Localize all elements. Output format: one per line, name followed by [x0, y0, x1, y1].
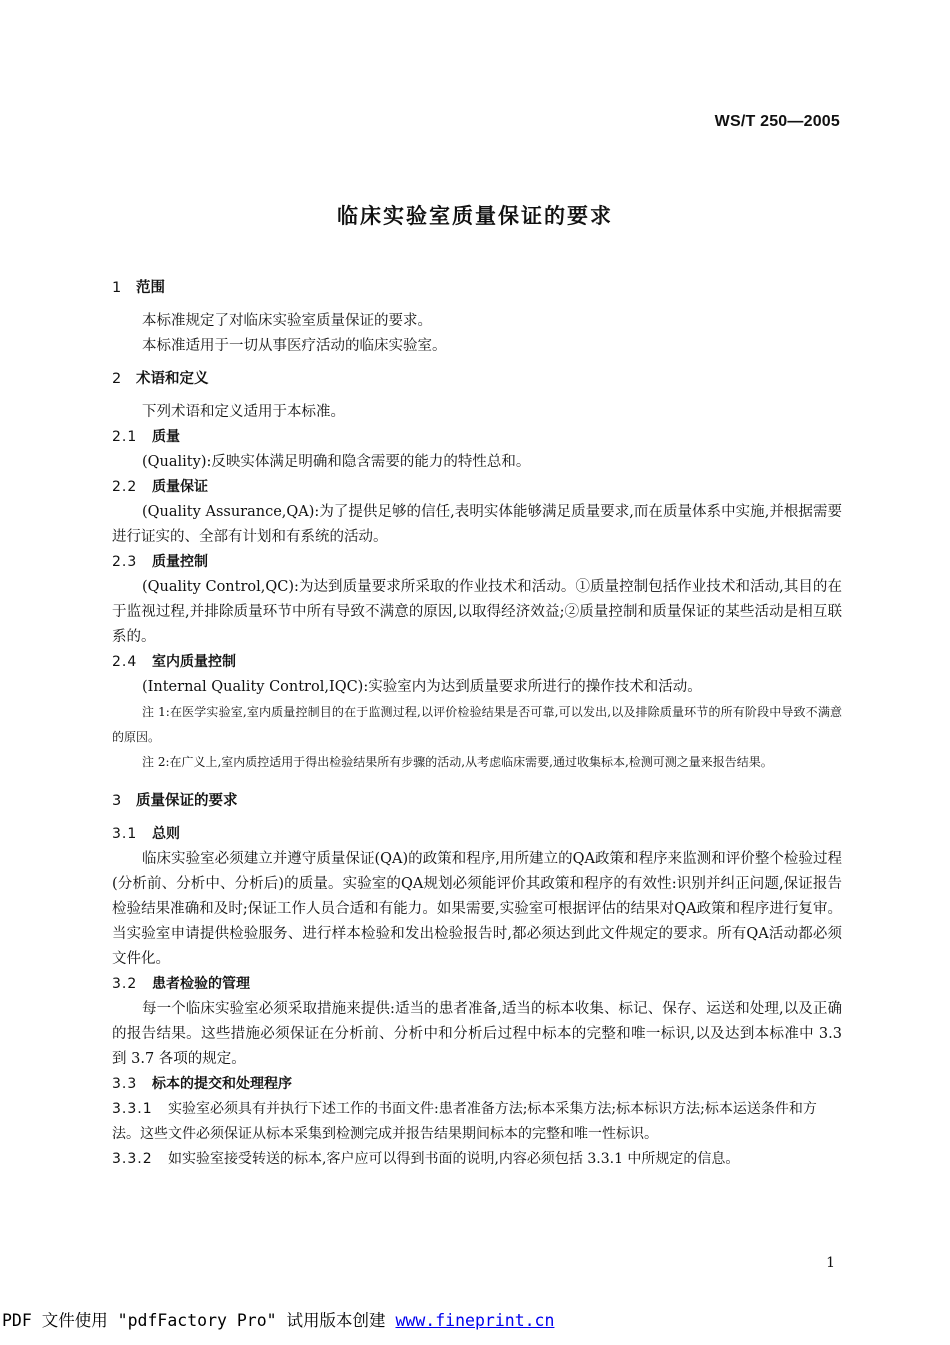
document-body [112, 276, 842, 1172]
paragraph: 本标准规定了对临床实验室质量保证的要求。 [142, 313, 432, 329]
clause: 3.3.1 实验室必须具有并执行下述工作的书面文件:患者准备方法;标本采集方法;标本标识方法;标本运送条件和方法。这些文件必须保证从标本采集到检测完成并报告结果期间标本的完整和唯一性标识。 [112, 1101, 817, 1142]
definition-text: (Quality):反映实体满足明确和隐含需要的能力的特性总和。 [142, 454, 531, 470]
subsection-heading: 2.2 质量保证 [112, 479, 208, 495]
definition-text: (Quality Control,QC):为达到质量要求所采取的作业技术和活动。①质量控制包括作业技术和活动,其目的在于监视过程,并排除质量环节中所有导致不满意的原因,以取得经济效益;②质量控制和质量保证的某些活动是相互联系的。 [112, 579, 842, 645]
paragraph: 本标准适用于一切从事医疗活动的临床实验室。 [142, 338, 447, 354]
pdf-footer: PDF 文件使用 "pdfFactory Pro" 试用版本创建 www.fineprint.cn [2, 1311, 555, 1330]
paragraph: 下列术语和定义适用于本标准。 [142, 404, 345, 420]
subsection-heading: 2.4 室内质量控制 [112, 654, 236, 670]
document-title: 临床实验室质量保证的要求 [337, 204, 613, 228]
subsection-heading: 2.3 质量控制 [112, 554, 208, 570]
paragraph: 每一个临床实验室必须采取措施来提供:适当的患者准备,适当的标本收集、标记、保存、运送和处理,以及正确的报告结果。这些措施必须保证在分析前、分析中和分析后过程中标本的完整和唯一标识,以及达到本标准中 3.3 到 3.7 各项的规定。 [112, 1001, 842, 1067]
clause: 3.3.2 如实验室接受转送的标本,客户应可以得到书面的说明,内容必须包括 3.3.1 中所规定的信息。 [112, 1151, 740, 1167]
subsection-heading: 3.2 患者检验的管理 [112, 976, 250, 992]
document-code: WS/T 250—2005 [714, 113, 840, 130]
definition-text: (Internal Quality Control,IQC):实验室内为达到质量要求所进行的操作技术和活动。 [142, 679, 702, 695]
fineprint-link[interactable]: www.fineprint.cn [395, 1311, 555, 1330]
subsection-heading: 2.1 质量 [112, 429, 180, 445]
note: 注 1:在医学实验室,室内质量控制目的在于监测过程,以评价检验结果是否可靠,可以发出,以及排除质量环节的所有阶段中导致不满意的原因。 [112, 705, 842, 744]
definition-text: (Quality Assurance,QA):为了提供足够的信任,表明实体能够满足质量要求,而在质量体系中实施,并根据需要进行证实的、全部有计划和有系统的活动。 [112, 504, 842, 545]
note: 注 2:在广义上,室内质控适用于得出检验结果所有步骤的活动,从考虑临床需要,通过收集标本,检测可测之量来报告结果。 [142, 755, 773, 769]
subsection-heading: 3.1 总则 [112, 826, 180, 842]
section-heading-scope: 1 范围 [112, 280, 165, 296]
subsection-heading: 3.3 标本的提交和处理程序 [112, 1076, 292, 1092]
paragraph: 临床实验室必须建立并遵守质量保证(QA)的政策和程序,用所建立的QA政策和程序来监测和评价整个检验过程(分析前、分析中、分析后)的质量。实验室的QA规划必须能评价其政策和程序的有效性:识别并纠正问题,保证报告检验结果准确和及时;保证工作人员合适和有能力。如果需要,实验室可根据评估的结果对QA政策和程序进行复审。当实验室申请提供检验服务、进行样本检验和发出检验报告时,都必须达到此文件规定的要求。所有QA活动都必须文件化。 [112, 851, 842, 967]
page-number: 1 [826, 1255, 835, 1271]
section-heading-requirements: 3 质量保证的要求 [112, 793, 238, 809]
section-heading-terms: 2 术语和定义 [112, 371, 209, 387]
